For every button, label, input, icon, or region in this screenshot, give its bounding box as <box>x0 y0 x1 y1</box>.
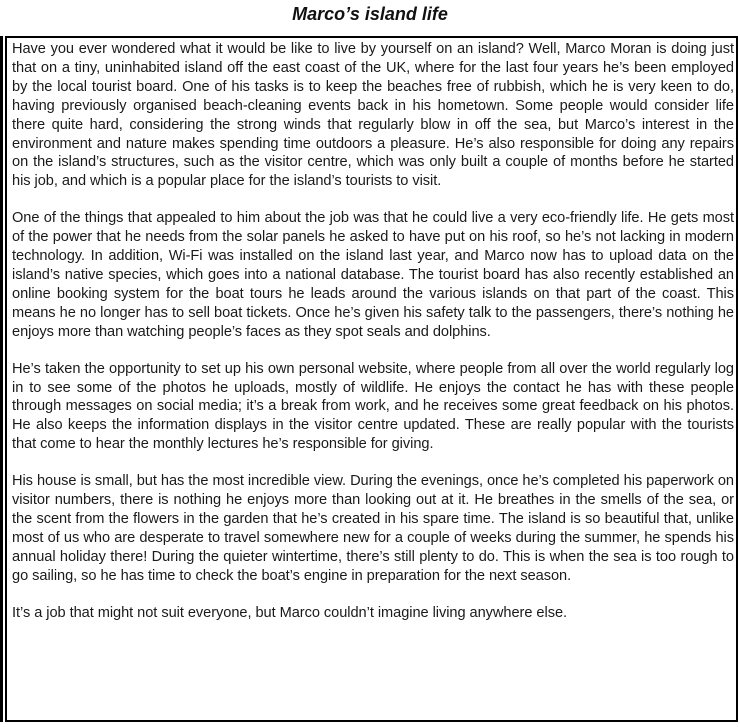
paragraph-2: One of the things that appealed to him about the job was that he could live a very eco-friendly life. He gets most of the power that he needs from the solar panels he asked to have put on his roof, so he’s not lacking in modern technology. In addition, Wi-Fi was installed on the island last year, and Marco now has to upload data on the island’s native species, which goes into a national database. The tourist board has also recently established an online booking system for the boat tours he leads around the various islands on that part of the coast. This means he no longer has to sell boat tickets. Once he’s given his safety talk to the passengers, there’s nothing he enjoys more than watching people’s faces as they spot seals and dolphins. <box>12 210 734 340</box>
document-title: Marco’s island life <box>292 4 448 24</box>
article-body <box>12 40 734 622</box>
paragraph-4: His house is small, but has the most incredible view. During the evenings, once he’s completed his paperwork on visitor numbers, there is nothing he enjoys more than looking out at it. He breathes in the smells of the sea, or the scent from the flowers in the garden that he’s created in his spare time. The island is so beautiful that, unlike most of us who are desperate to travel somewhere new for a couple of weeks during the summer, he spends his annual holiday there! During the quieter wintertime, there’s still plenty to do. This is when the sea is too rough to go sailing, so he has time to check the boat’s engine in preparation for the next season. <box>12 473 734 584</box>
paragraph-1: Have you ever wondered what it would be like to live by yourself on an island? Well, Marco Moran is doing just that on a tiny, uninhabited island off the east coast of the UK, where for the last four years he’s been employed by the local tourist board. One of his tasks is to keep the beaches free of rubbish, which he is very keen to do, having previously organised beach-cleaning events back in his hometown. Some people would consider life there quite hard, considering the strong winds that regularly blow in off the sea, but Marco’s interest in the environment and nature makes spending time outdoors a pleasure. He’s also responsible for doing any repairs on the island’s structures, such as the visitor centre, which was only built a couple of months before he started his job, and which is a popular place for the island’s tourists to visit. <box>12 41 734 190</box>
paragraph-3: He’s taken the opportunity to set up his own personal website, where people from all over the world regularly log in to see some of the photos he uploads, mostly of wildlife. He enjoys the contact he has with these people through messages on social media; it’s a break from work, and he receives some great feedback on his photos. He also keeps the information displays in the visitor centre updated. These are really popular with the tourists that come to hear the monthly lectures he’s responsible for giving. <box>12 360 734 453</box>
left-border-line <box>0 36 3 722</box>
paragraph-5: It’s a job that might not suit everyone, but Marco couldn’t imagine living anywhere else. <box>12 604 568 621</box>
